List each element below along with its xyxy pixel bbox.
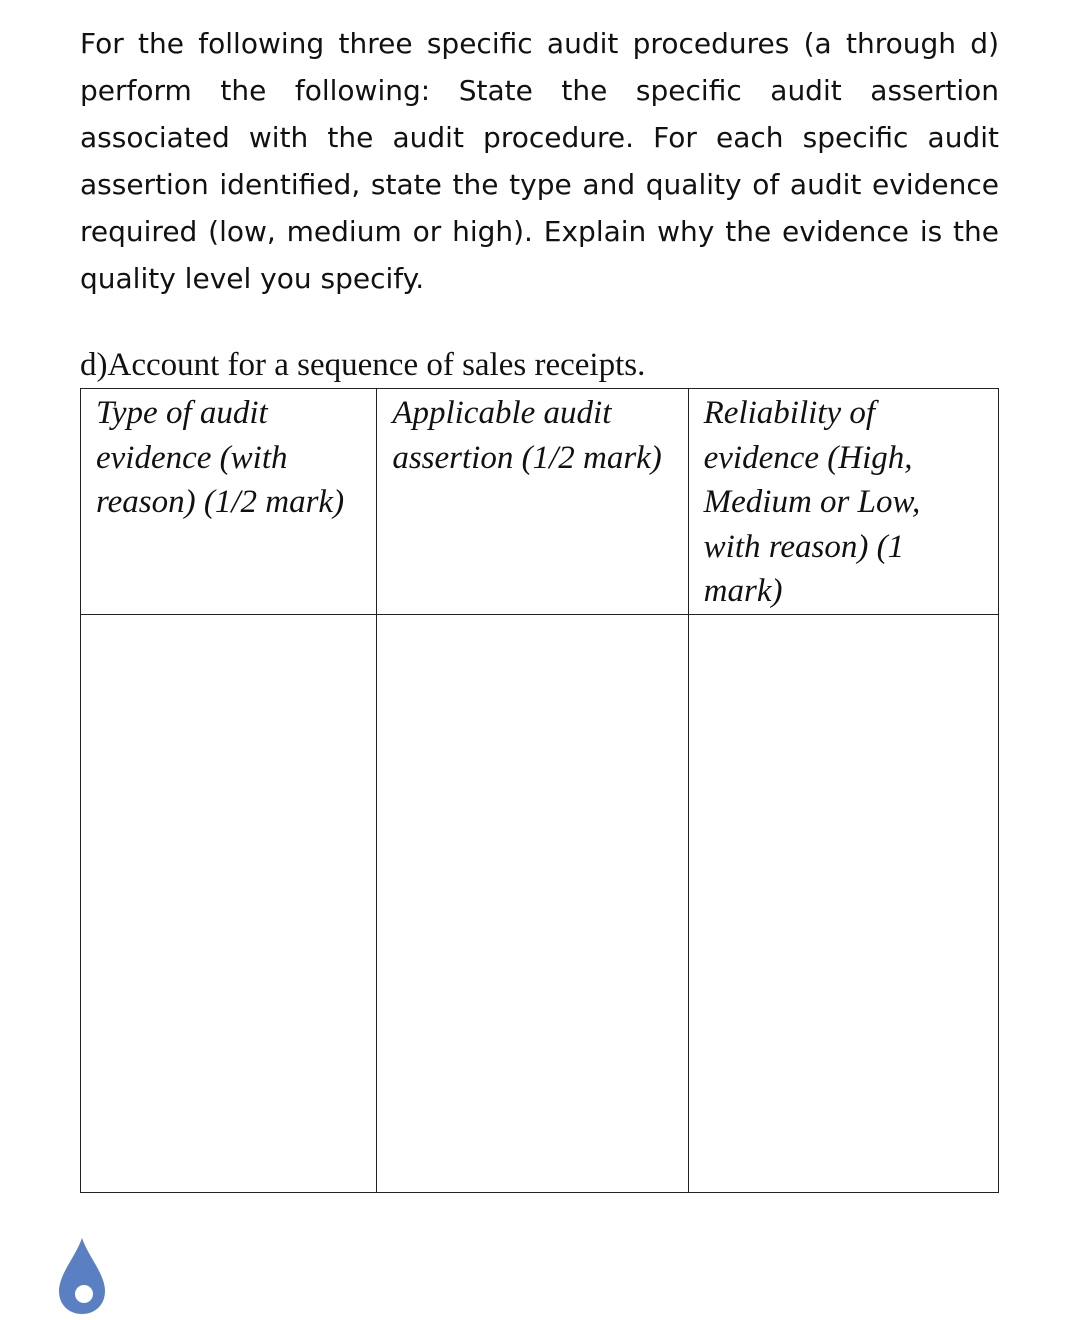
- table-row: [81, 614, 999, 1192]
- table-header-row: [81, 389, 999, 615]
- header-reliability: Reliability of evidence (High, Medium or Low, with reason) (1 mark): [688, 389, 998, 615]
- header-type-of-evidence: Type of audit evidence (with reason) (1/2 mark): [81, 389, 377, 615]
- answer-cell-type-of-evidence[interactable]: [81, 614, 377, 1192]
- water-drop-icon[interactable]: [57, 1236, 107, 1316]
- instructions-paragraph: For the following three specific audit procedures (a through d) perform the following: State the specific audit assertion associated with the audit procedure. For each specific audit assertion identified, state the type and quality of audit evidence required (low, medium or high). Explain why the evidence is the quality level you specify.: [80, 27, 999, 295]
- answer-cell-reliability[interactable]: [688, 614, 998, 1192]
- header-applicable-assertion: Applicable audit assertion (1/2 mark): [377, 389, 688, 615]
- answer-cell-applicable-assertion[interactable]: [377, 614, 688, 1192]
- question-d: d)Account for a sequence of sales receipts.: [80, 347, 646, 383]
- answer-table: [80, 388, 999, 1193]
